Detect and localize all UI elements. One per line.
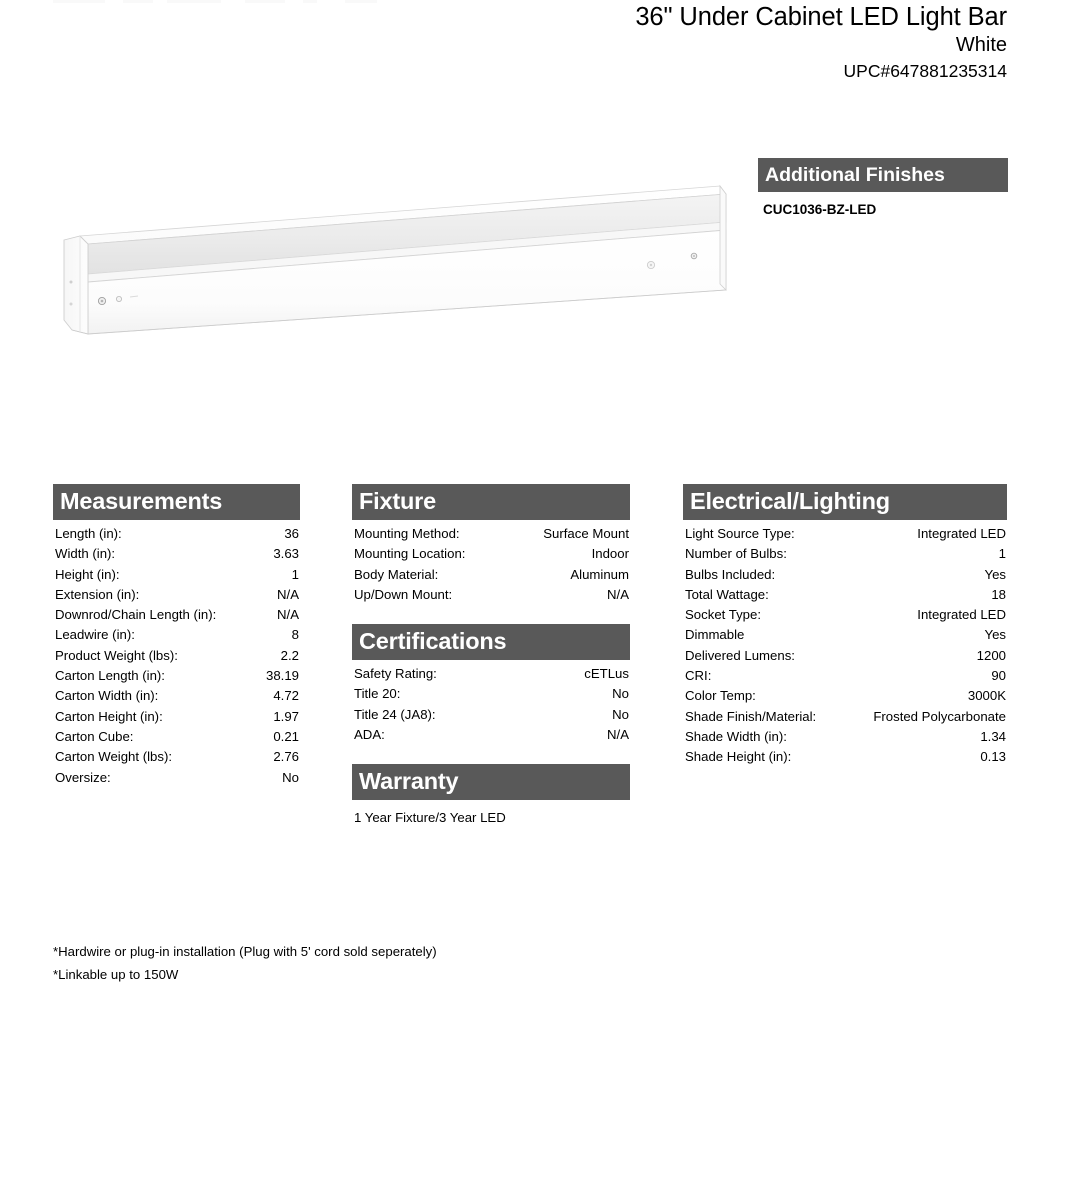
spec-value: N/A <box>277 586 299 602</box>
measurements-column <box>53 484 300 788</box>
section-certifications <box>352 624 630 745</box>
spec-label: Carton Length (in): <box>55 668 165 684</box>
spec-value: Aluminum <box>570 566 629 582</box>
spec-value: N/A <box>277 607 299 623</box>
spec-row <box>683 666 1007 686</box>
additional-finishes-heading: Additional Finishes <box>758 158 1008 192</box>
spec-label: Width (in): <box>55 546 116 562</box>
spec-value: Integrated LED <box>917 607 1006 623</box>
spec-value: 36 <box>284 526 299 541</box>
spec-row <box>53 686 300 706</box>
spec-value: 90 <box>991 668 1006 684</box>
fixture-rows <box>352 524 630 605</box>
spec-label: Extension (in): <box>55 586 140 602</box>
spec-label: ADA: <box>354 727 385 743</box>
certifications-rows <box>352 664 630 745</box>
spec-label: Light Source Type: <box>685 526 795 541</box>
spec-value: Indoor <box>591 546 629 562</box>
spec-label: Downrod/Chain Length (in): <box>55 607 217 623</box>
footnote-item: *Hardwire or plug-in installation (Plug with 5' cord sold seperately) <box>53 944 437 959</box>
spec-label: Shade Width (in): <box>685 728 787 744</box>
spec-row <box>53 646 300 666</box>
spec-row <box>352 585 630 605</box>
spec-value: No <box>612 686 629 702</box>
spec-row <box>683 524 1007 544</box>
spec-label: Carton Weight (lbs): <box>55 749 173 765</box>
spec-value: Yes <box>984 627 1006 643</box>
warranty-text: 1 Year Fixture/3 Year LED <box>354 810 506 826</box>
spec-row <box>683 605 1007 625</box>
warranty-rows <box>352 808 630 828</box>
spec-label: Bulbs Included: <box>685 566 776 582</box>
spec-value: 1 <box>998 546 1006 562</box>
spec-row <box>53 707 300 727</box>
spec-value: Surface Mount <box>543 526 629 541</box>
spec-value: 0.13 <box>980 749 1006 765</box>
spec-label: Carton Width (in): <box>55 688 159 704</box>
spec-label: Shade Finish/Material: <box>685 708 817 724</box>
spec-value: No <box>282 769 299 785</box>
spec-label: Mounting Method: <box>354 526 460 541</box>
spec-value: 3000K <box>967 688 1006 704</box>
section-heading-fixture: Fixture <box>352 484 630 520</box>
spec-row <box>683 686 1007 706</box>
spec-label: Up/Down Mount: <box>354 586 453 602</box>
section-measurements <box>53 484 300 788</box>
spec-row <box>683 646 1007 666</box>
spec-value: N/A <box>607 586 629 602</box>
spec-value: 0.21 <box>273 728 299 744</box>
spec-row <box>352 544 630 564</box>
spec-row <box>53 524 300 544</box>
spec-label: Carton Height (in): <box>55 708 163 724</box>
spec-label: Title 24 (JA8): <box>354 706 436 722</box>
spec-row <box>683 585 1007 605</box>
spec-row <box>352 664 630 684</box>
spec-row <box>352 684 630 704</box>
spec-label: Length (in): <box>55 526 122 541</box>
spec-label: Total Wattage: <box>685 586 769 602</box>
spec-label: Shade Height (in): <box>685 749 792 765</box>
section-heading-warranty: Warranty <box>352 764 630 800</box>
spec-row <box>683 727 1007 747</box>
footnotes <box>53 940 653 986</box>
spec-row <box>53 625 300 645</box>
section-warranty <box>352 764 630 828</box>
product-upc: UPC#647881235314 <box>843 61 1007 81</box>
spec-value: 2.2 <box>280 647 299 663</box>
page-title: 36" Under Cabinet LED Light Bar <box>635 3 1007 31</box>
spec-row <box>683 625 1007 645</box>
spec-row <box>683 565 1007 585</box>
spec-value: Integrated LED <box>917 526 1006 541</box>
spec-value: 1.97 <box>273 708 299 724</box>
fixture-column <box>352 484 630 829</box>
section-electrical-lighting <box>683 484 1007 768</box>
spec-value: 3.63 <box>273 546 299 562</box>
spec-row <box>53 605 300 625</box>
spec-value: 4.72 <box>273 688 299 704</box>
spec-label: Dimmable <box>685 627 745 643</box>
spec-label: Height (in): <box>55 566 120 582</box>
spec-label: Number of Bulbs: <box>685 546 787 562</box>
additional-finishes-block <box>758 158 1008 217</box>
spec-row <box>352 725 630 745</box>
spec-value: 18 <box>991 586 1006 602</box>
spec-row <box>352 565 630 585</box>
spec-label: Carton Cube: <box>55 728 134 744</box>
spec-label: Mounting Location: <box>354 546 466 562</box>
spec-label: Socket Type: <box>685 607 761 623</box>
product-image <box>58 178 738 350</box>
spec-label: CRI: <box>685 668 712 684</box>
product-header <box>407 2 1007 84</box>
section-heading-certifications: Certifications <box>352 624 630 660</box>
spec-label: Title 20: <box>354 686 401 702</box>
spec-row <box>683 747 1007 767</box>
spec-row <box>683 544 1007 564</box>
spec-row <box>53 585 300 605</box>
spec-row <box>53 727 300 747</box>
spec-value: 8 <box>291 627 299 643</box>
spec-value: 2.76 <box>273 749 299 765</box>
spec-value: cETLus <box>584 666 629 682</box>
measurements-rows <box>53 524 300 788</box>
spec-row <box>683 707 1007 727</box>
spec-label: Product Weight (lbs): <box>55 647 178 663</box>
spec-row <box>53 544 300 564</box>
spec-value: 38.19 <box>265 668 299 684</box>
electrical-rows <box>683 524 1007 768</box>
spec-value: 1.34 <box>980 728 1006 744</box>
spec-label: Color Temp: <box>685 688 756 704</box>
section-heading-electrical-lighting: Electrical/Lighting <box>683 484 1007 520</box>
spec-row <box>53 747 300 767</box>
clipped-logo-strip <box>45 0 385 3</box>
footnote-item: *Linkable up to 150W <box>53 967 179 982</box>
spec-row <box>53 565 300 585</box>
spec-row <box>352 705 630 725</box>
spec-label: Oversize: <box>55 769 111 785</box>
product-finish-label: White <box>955 34 1007 56</box>
additional-finish-code: CUC1036-BZ-LED <box>763 202 877 217</box>
spec-row <box>53 768 300 788</box>
spec-value: Yes <box>984 566 1006 582</box>
spec-value: 1 <box>291 566 299 582</box>
section-heading-measurements: Measurements <box>53 484 300 520</box>
spec-label: Leadwire (in): <box>55 627 135 643</box>
spec-label: Delivered Lumens: <box>685 647 795 663</box>
spec-row <box>352 524 630 544</box>
spec-row <box>53 666 300 686</box>
electrical-lighting-column <box>683 484 1007 768</box>
spec-label: Safety Rating: <box>354 666 437 682</box>
section-fixture <box>352 484 630 605</box>
spec-value: No <box>612 706 629 722</box>
spec-value: 1200 <box>976 647 1006 663</box>
spec-value: N/A <box>607 727 629 743</box>
spec-value: Frosted Polycarbonate <box>873 708 1006 724</box>
spec-label: Body Material: <box>354 566 439 582</box>
